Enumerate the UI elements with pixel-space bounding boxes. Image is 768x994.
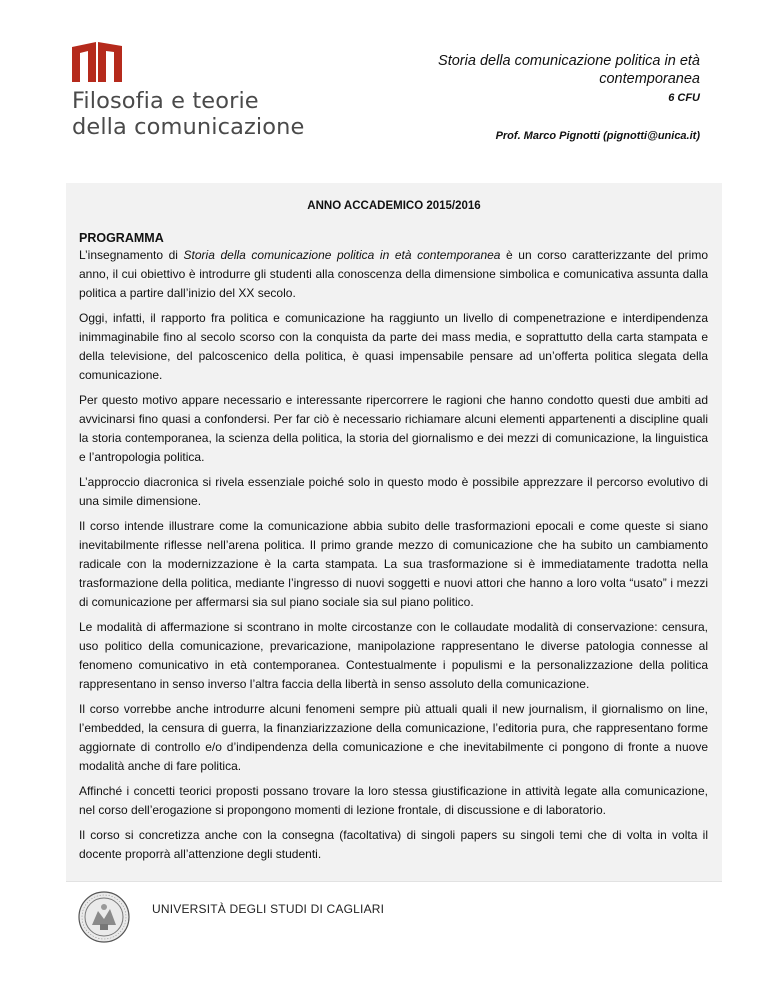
paragraph: Il corso si concretizza anche con la consegna (facoltativa) di singoli papers su singoli temi che di volta in volta il docente proporrà all’attenzione degli studenti. — [79, 828, 708, 861]
paragraph: Oggi, infatti, il rapporto fra politica e comunicazione ha raggiunto un livello di compenetrazione e interdipendenza inimmaginabile fino al secolo scorso con la conquista da parte dei mass media, e soprattutto della carta stampata e della televisione, del palcoscenico della politica, è quasi impensabile pensare ad un’offerta politica slegata della comunicazione. — [79, 311, 708, 382]
paragraph: L’approccio diacronica si rivela essenziale poiché solo in questo modo è possibile apprezzare il percorso evolutivo di una simile dimensione. — [79, 475, 708, 508]
paragraph: Affinché i concetti teorici proposti possano trovare la loro stessa giustificazione in attività legate alla comunicazione, nel corso dell’erogazione si propongono momenti di lezione frontale, di discussione e di laboratorio. — [79, 784, 708, 817]
paragraph: Le modalità di affermazione si scontrano in molte circostanze con le collaudate modalità di conservazione: censura, uso politico della comunicazione, prevaricazione, manipolazione rappresentano le diverse patologia connesse al fenomeno comunicativo in età contemporanea. Contestualmente i populismi e la personalizzazione della politica rappresentano in senso inverso l’altra faccia della libertà in senso assoluto della comunicazione. — [79, 620, 708, 691]
department-name-line1: Filosofia e teorie — [72, 88, 259, 114]
university-seal-icon — [78, 891, 130, 943]
paragraph-intro — [79, 246, 708, 303]
department-logo-mark — [72, 42, 122, 82]
course-title: Storia della comunicazione politica in età contemporanea — [438, 53, 700, 87]
university-name: UNIVERSITÀ DEGLI STUDI DI CAGLIARI — [152, 902, 385, 916]
page-footer — [66, 881, 722, 962]
paragraph: Il corso intende illustrare come la comunicazione abbia subito delle trasformazioni epocali e come queste si siano inevitabilmente riflesse nell’arena politica. Il primo grande mezzo di comunicazione che ha subito un cambiamento radicale con la modernizzazione è la carta stampata. La sua trasformazione si è immediatamente tradotta nella trasformazione della politica, mediante l’ingresso di nuovi soggetti e nuovi attori che hanno a loro volta “usato” i mezzi di comunicazione per affermarsi sia sul piano sociale sia sul piano politico. — [79, 519, 708, 609]
paragraph-intro-start: L’insegnamento di — [79, 248, 184, 262]
professor-contact: Prof. Marco Pignotti (pignotti@unica.it) — [495, 130, 700, 142]
academic-year: ANNO ACCADEMICO 2015/2016 — [307, 200, 481, 212]
course-credits: 6 CFU — [668, 92, 700, 104]
course-title-inline: Storia della comunicazione politica in età contemporanea — [183, 248, 501, 262]
paragraph: Per questo motivo appare necessario e interessante ripercorrere le ragioni che hanno condotto questi due ambiti ad avvicinarsi fino quasi a confondersi. Per far ciò è necessario richiamare alcuni elementi appartenenti a discipline quali la storia contemporanea, la scienza della politica, la storia del giornalismo e dei mezzi di comunicazione, la linguistica e l’antropologia politica. — [79, 393, 708, 464]
section-heading: PROGRAMMA — [79, 231, 164, 245]
department-name-line2: della comunicazione — [72, 114, 305, 140]
program-body — [79, 246, 708, 870]
paragraph-intro-end: è un corso caratterizzante del primo anno, il cui obiettivo è introdurre gli studenti alla conoscenza della dimensione simbolica e comunicativa assunta dalla politica a partire dall’inizio del XX secolo. — [79, 248, 708, 300]
program-panel — [66, 183, 722, 881]
department-name — [72, 88, 304, 140]
paragraph: Il corso vorrebbe anche introdurre alcuni fenomeni sempre più attuali quali il new journalism, il giornalismo on line, l’embedded, la censura di guerra, la finanziarizzazione della comunicazione, l’editoria pura, che rappresentano forme aggiornate di controllo e/o d’indipendenza della comunicazione e che inevitabilmente ci pongono di fronte a nuove modalità anche di fare politica. — [79, 702, 708, 773]
